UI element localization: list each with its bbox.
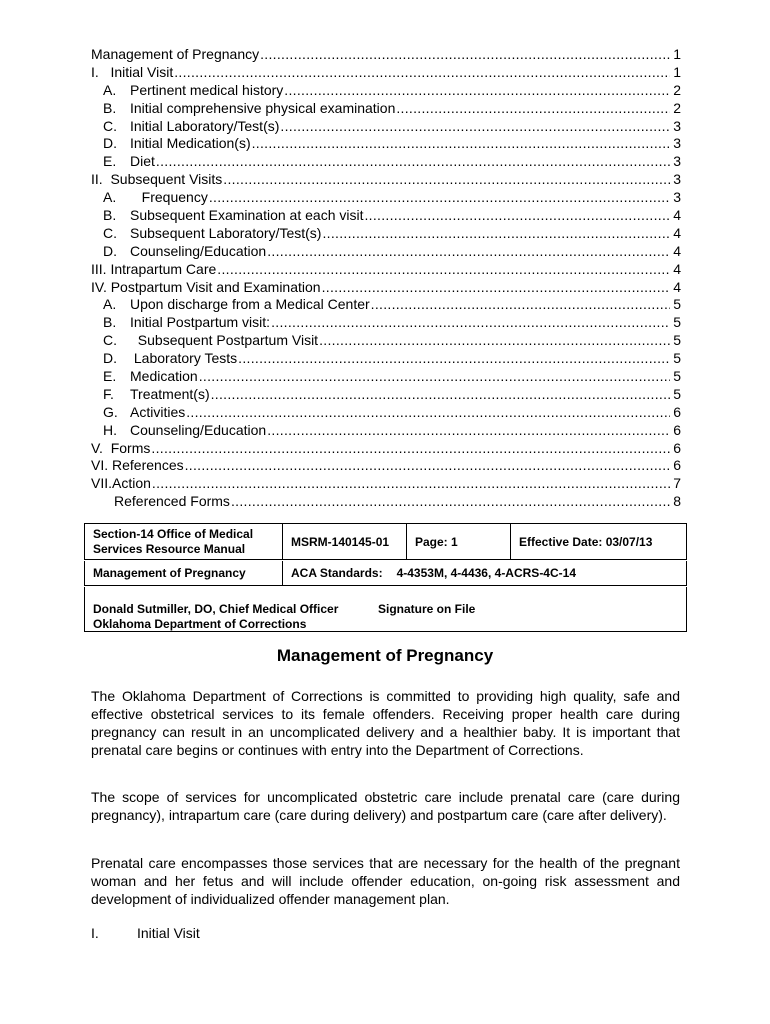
toc-entry-prefix: F.: [103, 385, 114, 402]
header-row-1: [84, 523, 687, 560]
toc-entry-text: IV. Postpartum Visit and Examination: [91, 278, 321, 295]
toc-entry-text: Frequency: [130, 189, 208, 206]
toc-entry: [91, 314, 681, 332]
toc-entry-label: [91, 279, 321, 297]
toc-entry-label: [91, 350, 237, 368]
toc-dot-leader: [271, 314, 670, 332]
header-row-2: [84, 561, 687, 586]
toc-entry: [91, 118, 681, 136]
toc-dot-leader: [185, 457, 670, 475]
toc-dot-leader: [284, 82, 670, 100]
toc-entry-page: 2: [673, 81, 681, 98]
toc-entry-prefix: H.: [103, 421, 117, 438]
toc-entry-page: 3: [673, 153, 681, 170]
toc-entry-page: 1: [673, 46, 681, 62]
section-cell: Section-14 Office of Medical Services Resource Manual: [85, 524, 283, 559]
toc-entry-label: [91, 135, 251, 153]
toc-entry-prefix: B.: [103, 207, 117, 224]
signer-org: Oklahoma Department of Corrections: [93, 617, 307, 631]
toc-entry-text: Initial Postpartum visit:: [130, 314, 271, 331]
toc-entry-label: [91, 314, 270, 332]
toc-entry-page: 6: [673, 457, 681, 474]
toc-dot-leader: [280, 118, 670, 136]
paragraph-intro: The Oklahoma Department of Corrections is committed to providing high quality, safe and effective obstetrical services to its female offenders. Receiving proper health care during pregnancy can result in an uncomplicated delivery and a healthier baby. It is important that prenatal care begins or continues with entry into the Department of Corrections.: [91, 688, 680, 758]
table-of-contents: [91, 46, 681, 511]
toc-entry-page: 5: [673, 350, 681, 367]
toc-entry-label: [91, 404, 185, 422]
aca-standards-cell: [283, 561, 686, 585]
signature-note: Signature on File: [378, 602, 476, 616]
toc-entry-text: VII.Action: [91, 475, 151, 492]
toc-dot-leader: [199, 368, 670, 386]
toc-entry-page: 7: [673, 475, 681, 492]
toc-dot-leader: [223, 171, 670, 189]
toc-entry-page: 5: [673, 296, 681, 313]
signer-name: Donald Sutmiller, DO, Chief Medical Officer: [93, 602, 339, 616]
toc-entry-prefix: B.: [103, 99, 117, 116]
toc-entry-prefix: G.: [103, 403, 118, 420]
toc-entry-prefix: A.: [103, 296, 117, 313]
toc-entry: [91, 46, 681, 64]
toc-entry: [91, 386, 681, 404]
toc-entry-text: II. Subsequent Visits: [91, 171, 223, 188]
toc-entry: [91, 422, 681, 440]
toc-dot-leader: [267, 243, 670, 261]
paragraph-scope: The scope of services for uncomplicated obstetric care include prenatal care (care during pregnancy), intrapartum care (care during delivery) and postpartum care (care after delivery).: [91, 789, 680, 823]
toc-dot-leader: [186, 404, 670, 422]
doc-number-cell: MSRM-140145-01: [283, 524, 407, 559]
toc-entry: [91, 225, 681, 243]
toc-entry-text: V. Forms: [91, 439, 151, 456]
toc-entry: [91, 261, 681, 279]
toc-entry: [91, 404, 681, 422]
toc-entry-prefix: D.: [103, 135, 117, 152]
toc-dot-leader: [322, 225, 670, 243]
toc-entry: [91, 189, 681, 207]
toc-entry-page: 6: [673, 421, 681, 438]
toc-entry-text: Diet: [130, 153, 155, 170]
toc-entry-text: Initial Laboratory/Test(s): [130, 117, 280, 134]
toc-entry-page: 6: [673, 403, 681, 420]
toc-entry: [91, 243, 681, 261]
toc-entry-prefix: A.: [103, 81, 117, 98]
document-header-table: [84, 523, 687, 632]
toc-entry-label: [91, 171, 222, 189]
aca-values: 4-4353M, 4-4436, 4-ACRS-4C-14: [396, 566, 576, 580]
toc-entry-text: I. Initial Visit: [91, 63, 174, 80]
toc-entry-page: 5: [673, 385, 681, 402]
toc-entry-prefix: C.: [103, 117, 117, 134]
toc-entry-page: 6: [673, 439, 681, 456]
toc-dot-leader: [396, 100, 670, 118]
toc-entry-text: Subsequent Postpartum Visit: [130, 332, 319, 349]
toc-entry-label: [91, 493, 230, 511]
toc-entry-page: 2: [673, 99, 681, 116]
page-cell: Page: 1: [407, 524, 511, 559]
toc-entry-prefix: B.: [103, 314, 117, 331]
toc-entry: [91, 279, 681, 297]
toc-dot-leader: [151, 440, 670, 458]
subject-cell: Management of Pregnancy: [85, 561, 283, 585]
toc-entry-page: 4: [673, 224, 681, 241]
toc-entry: [91, 171, 681, 189]
effective-date-cell: Effective Date: 03/07/13: [519, 534, 653, 549]
toc-entry-label: [91, 225, 321, 243]
section-title: Initial Visit: [137, 925, 200, 941]
toc-dot-leader: [209, 189, 670, 207]
toc-entry-prefix: C.: [103, 332, 117, 349]
toc-entry-page: 1: [673, 63, 681, 80]
toc-entry-text: Referenced Forms: [114, 493, 230, 510]
toc-entry-label: [91, 189, 208, 207]
toc-entry-label: [91, 368, 198, 386]
toc-entry-text: Treatment(s): [130, 385, 210, 402]
toc-entry: [91, 296, 681, 314]
toc-entry-prefix: E.: [103, 153, 117, 170]
toc-entry-text: Subsequent Examination at each visit: [130, 207, 364, 224]
toc-entry-text: Initial Medication(s): [130, 135, 251, 152]
toc-entry-text: Medication: [130, 368, 198, 385]
toc-entry: [91, 457, 681, 475]
toc-dot-leader: [319, 332, 670, 350]
toc-entry: [91, 440, 681, 458]
toc-entry-text: III. Intrapartum Care: [91, 260, 217, 277]
toc-dot-leader: [252, 135, 670, 153]
toc-entry-prefix: C.: [103, 224, 117, 241]
toc-entry-label: [91, 422, 266, 440]
toc-entry-page: 5: [673, 314, 681, 331]
toc-entry-text: Subsequent Laboratory/Test(s): [130, 224, 322, 241]
toc-dot-leader: [231, 493, 670, 511]
toc-dot-leader: [364, 207, 670, 225]
toc-entry-page: 3: [673, 189, 681, 206]
header-row-3: [84, 587, 687, 632]
toc-entry-label: [91, 332, 318, 350]
section-number: I.: [91, 925, 99, 941]
toc-entry-text: Management of Pregnancy: [91, 46, 260, 62]
toc-entry-label: [91, 46, 259, 64]
aca-label: ACA Standards:: [291, 566, 383, 580]
toc-entry-page: 5: [673, 332, 681, 349]
paragraph-prenatal: Prenatal care encompasses those services that are necessary for the health of the pregnant woman and her fetus and will include offender education, on-going risk assessment and development of individualized offender management plan.: [91, 855, 680, 907]
toc-entry-page: 3: [673, 117, 681, 134]
toc-entry-label: [91, 457, 184, 475]
toc-dot-leader: [156, 153, 670, 171]
toc-entry-label: [91, 118, 279, 136]
toc-entry: [91, 368, 681, 386]
toc-entry-page: 5: [673, 368, 681, 385]
toc-entry-page: 4: [673, 242, 681, 259]
toc-entry-label: [91, 296, 370, 314]
toc-entry-page: 4: [673, 278, 681, 295]
toc-entry: [91, 100, 681, 118]
toc-entry-text: Laboratory Tests: [130, 350, 238, 367]
toc-entry-page: 8: [673, 493, 681, 510]
toc-entry-prefix: E.: [103, 368, 117, 385]
toc-entry: [91, 350, 681, 368]
toc-entry-text: VI. References: [91, 457, 184, 474]
toc-entry: [91, 493, 681, 511]
toc-entry-label: [91, 207, 363, 225]
toc-entry: [91, 332, 681, 350]
toc-dot-leader: [322, 279, 670, 297]
section-heading: [91, 925, 200, 941]
toc-entry: [91, 64, 681, 82]
toc-entry-prefix: D.: [103, 350, 117, 367]
toc-entry-page: 4: [673, 207, 681, 224]
toc-entry-label: [91, 243, 266, 261]
toc-entry-text: Counseling/Education: [130, 421, 267, 438]
toc-entry-label: [91, 153, 155, 171]
toc-entry: [91, 207, 681, 225]
toc-entry-label: [91, 64, 173, 82]
toc-entry-label: [91, 100, 395, 118]
toc-entry-label: [91, 261, 216, 279]
toc-entry-label: [91, 475, 151, 493]
toc-dot-leader: [238, 350, 670, 368]
page-title: Management of Pregnancy: [276, 646, 494, 665]
toc-entry-text: Initial comprehensive physical examination: [130, 99, 396, 116]
toc-dot-leader: [211, 386, 670, 404]
toc-dot-leader: [174, 64, 670, 82]
toc-entry: [91, 82, 681, 100]
toc-dot-leader: [267, 422, 670, 440]
toc-entry-label: [91, 386, 210, 404]
toc-entry-prefix: D.: [103, 242, 117, 259]
toc-entry-text: Counseling/Education: [130, 242, 267, 259]
toc-dot-leader: [217, 261, 670, 279]
toc-entry: [91, 135, 681, 153]
toc-entry: [91, 153, 681, 171]
toc-dot-leader: [152, 475, 670, 493]
toc-entry-text: Upon discharge from a Medical Center: [130, 296, 370, 313]
toc-entry-text: Activities: [130, 403, 186, 420]
toc-entry-page: 3: [673, 171, 681, 188]
toc-entry-text: Pertinent medical history: [130, 81, 284, 98]
toc-entry-page: 3: [673, 135, 681, 152]
toc-entry: [91, 475, 681, 493]
toc-entry-label: [91, 82, 283, 100]
toc-dot-leader: [260, 46, 670, 64]
toc-entry-label: [91, 440, 150, 458]
toc-entry-prefix: A.: [103, 189, 117, 206]
toc-dot-leader: [371, 296, 670, 314]
toc-entry-page: 4: [673, 260, 681, 277]
